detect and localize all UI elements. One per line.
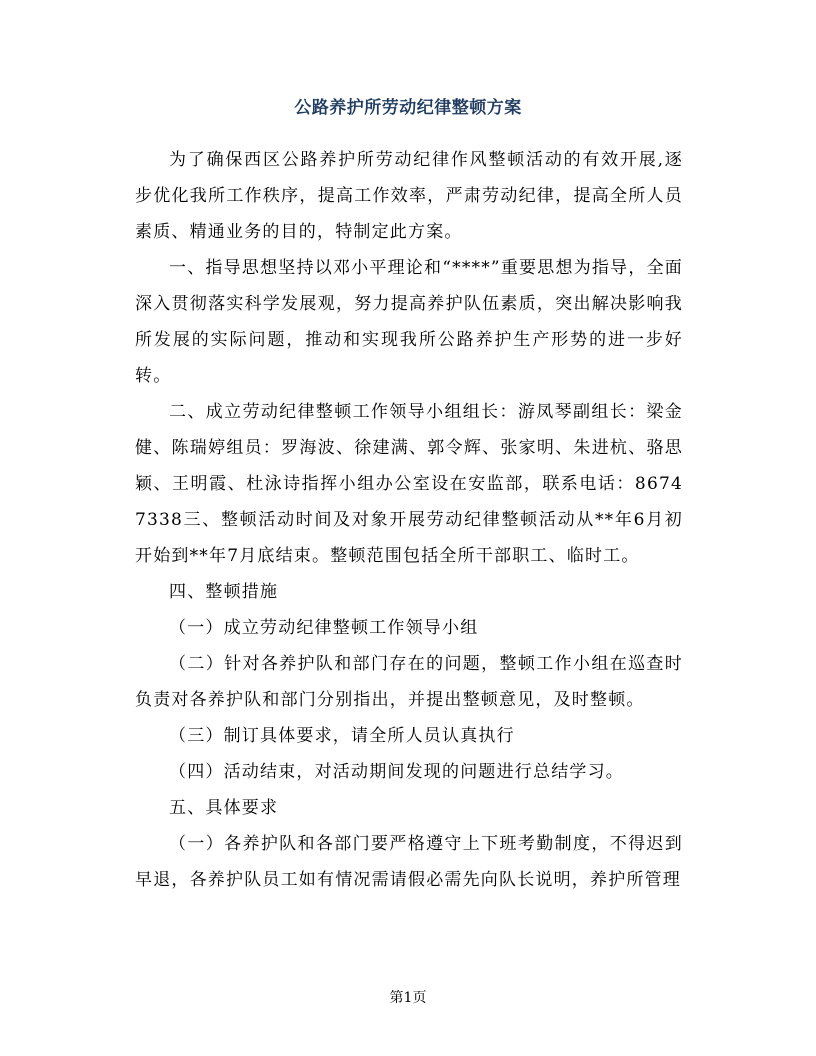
heading-specific-requirements: 五、具体要求 <box>169 798 279 818</box>
measure-item-4: （四）活动结束，对活动期间发现的问题进行总结学习。 <box>169 762 624 782</box>
paragraph-intro: 为了确保西区公路养护所劳动纪律作风整顿活动的有效开展,逐步优化我所工作秩序，提高工作效率，严肃劳动纪律，提高全所人员素质、精通业务的目的，特制定此方案。 <box>135 150 683 242</box>
paragraph-leadership-group: 二、成立劳动纪律整顿工作领导小组组长：游凤琴副组长：梁金健、陈瑞婷组员：罗海波、徐建满、郭令辉、张家明、朱进杭、骆思颖、王明霞、杜泳诗指挥小组办公室设在安监部，联系电话：86747338三、整顿活动时间及对象开展劳动纪律整顿活动从**年6月初开始到**年7月底结束。整顿范围包括全所干部职工、临时工。 <box>135 402 683 566</box>
heading-rectification-measures: 四、整顿措施 <box>169 582 279 602</box>
measure-item-1: （一）成立劳动纪律整顿工作领导小组 <box>169 618 479 638</box>
measure-item-2: （二）针对各养护队和部门存在的问题，整顿工作小组在巡查时负责对各养护队和部门分别指出，并提出整顿意见，及时整顿。 <box>135 654 683 710</box>
document-body <box>135 142 683 898</box>
document-title: 公路养护所劳动纪律整顿方案 <box>294 98 522 118</box>
paragraph-guiding-ideology: 一、指导思想坚持以邓小平理论和“****”重要思想为指导，全面深入贯彻落实科学发展观，努力提高养护队伍素质，突出解决影响我所发展的实际问题，推动和实现我所公路养护生产形势的进一步好转。 <box>135 258 683 386</box>
measure-item-3: （三）制订具体要求，请全所人员认真执行 <box>169 726 515 746</box>
page-number: 第1页 <box>389 990 427 1006</box>
requirement-item-1: （一）各养护队和各部门要严格遵守上下班考勤制度，不得迟到早退，各养护队员工如有情况需请假必需先向队长说明，养护所管理 <box>135 834 683 890</box>
